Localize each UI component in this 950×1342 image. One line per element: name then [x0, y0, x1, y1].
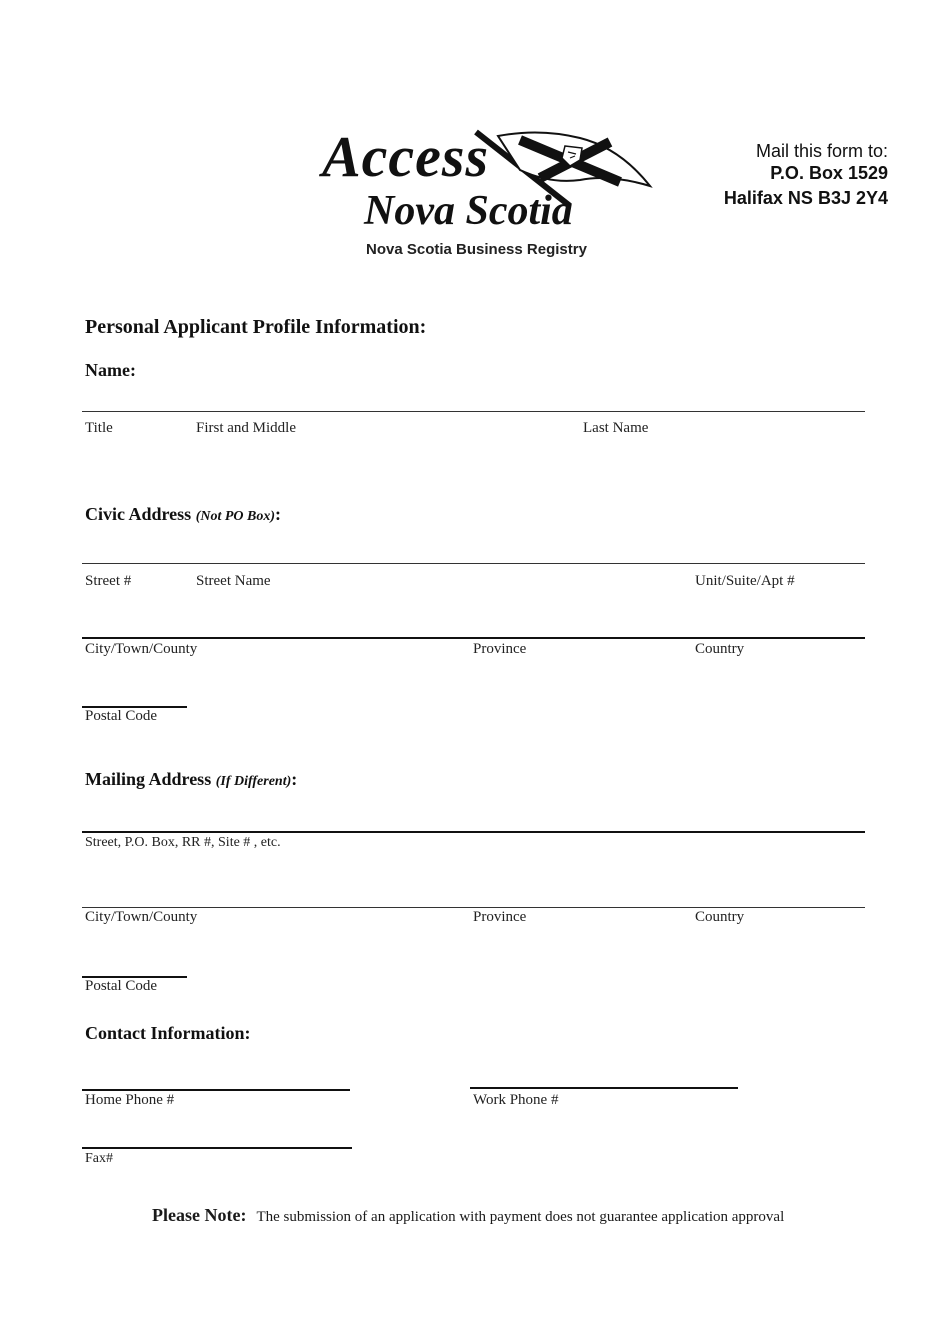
mailing-postal-label: Postal Code — [85, 978, 158, 994]
civic-province-label: Province — [473, 641, 527, 657]
civic-city-label: City/Town/County — [85, 641, 198, 657]
name-heading: Name: — [85, 360, 136, 380]
civic-city-rule — [82, 637, 865, 639]
civic-city-input[interactable] — [82, 617, 467, 637]
mailing-city-input[interactable] — [82, 887, 467, 907]
home-phone-input[interactable] — [82, 1070, 350, 1090]
civic-postal-label: Postal Code — [85, 708, 158, 724]
mailing-province-label: Province — [473, 909, 527, 925]
mail-label: Mail this form to: — [755, 141, 888, 161]
mailing-city-label: City/Town/County — [85, 909, 198, 925]
mail-to-block — [648, 140, 888, 212]
name-rule — [82, 411, 865, 412]
logo-word-nova-scotia: Nova Scotia — [364, 188, 573, 234]
fax-label: Fax# — [85, 1151, 113, 1166]
title-input[interactable] — [82, 391, 192, 411]
contact-heading: Contact Information: — [85, 1023, 251, 1043]
civic-heading-text: Civic Address — [85, 504, 192, 524]
civic-postal-input[interactable] — [82, 686, 187, 706]
mail-city: Halifax NS B3J 2Y4 — [723, 188, 888, 208]
mailing-country-label: Country — [695, 909, 745, 925]
mailing-street-rule — [82, 831, 865, 833]
work-phone-input[interactable] — [470, 1068, 738, 1088]
mail-box: P.O. Box 1529 — [770, 163, 888, 183]
logo-subtitle: Nova Scotia Business Registry — [366, 241, 587, 258]
home-phone-label: Home Phone # — [85, 1092, 175, 1108]
street-number-input[interactable] — [82, 543, 192, 563]
first-middle-input[interactable] — [195, 391, 580, 411]
unit-input[interactable] — [694, 543, 865, 563]
mailing-street-input[interactable] — [82, 811, 865, 831]
civic-country-label: Country — [695, 641, 745, 657]
mailing-country-input[interactable] — [694, 887, 865, 907]
mailing-heading-note: (If Different) — [215, 774, 292, 789]
civic-street-rule — [82, 563, 865, 564]
street-name-label: Street Name — [196, 573, 271, 589]
title-label: Title — [85, 420, 113, 436]
civic-heading-colon: : — [275, 504, 282, 524]
civic-heading — [85, 504, 281, 525]
fax-input[interactable] — [82, 1128, 352, 1148]
please-note — [152, 1205, 784, 1226]
mailing-postal-input[interactable] — [82, 956, 187, 976]
note-text: The submission of an application with payment does not guarantee application approval — [256, 1209, 785, 1225]
civic-heading-note: (Not PO Box) — [195, 509, 276, 524]
civic-province-input[interactable] — [472, 617, 690, 637]
page-title: Personal Applicant Profile Information: — [85, 316, 427, 338]
home-phone-rule — [82, 1089, 350, 1091]
civic-country-input[interactable] — [694, 617, 865, 637]
last-name-label: Last Name — [583, 420, 649, 436]
mailing-heading — [85, 769, 297, 790]
mailing-street-label: Street, P.O. Box, RR #, Site # , etc. — [85, 835, 281, 850]
last-name-input[interactable] — [583, 391, 865, 411]
logo-word-access: Access — [322, 124, 490, 189]
street-name-input[interactable] — [195, 543, 690, 563]
fax-rule — [82, 1147, 352, 1149]
unit-label: Unit/Suite/Apt # — [695, 573, 795, 589]
work-phone-label: Work Phone # — [473, 1092, 559, 1108]
mailing-city-rule — [82, 907, 865, 908]
work-phone-rule — [470, 1087, 738, 1089]
mailing-heading-colon: : — [291, 769, 298, 789]
mailing-province-input[interactable] — [472, 887, 690, 907]
first-middle-label: First and Middle — [196, 420, 296, 436]
note-label: Please Note: — [152, 1205, 247, 1225]
logo — [322, 122, 662, 262]
street-number-label: Street # — [85, 573, 132, 589]
mailing-heading-text: Mailing Address — [85, 769, 212, 789]
